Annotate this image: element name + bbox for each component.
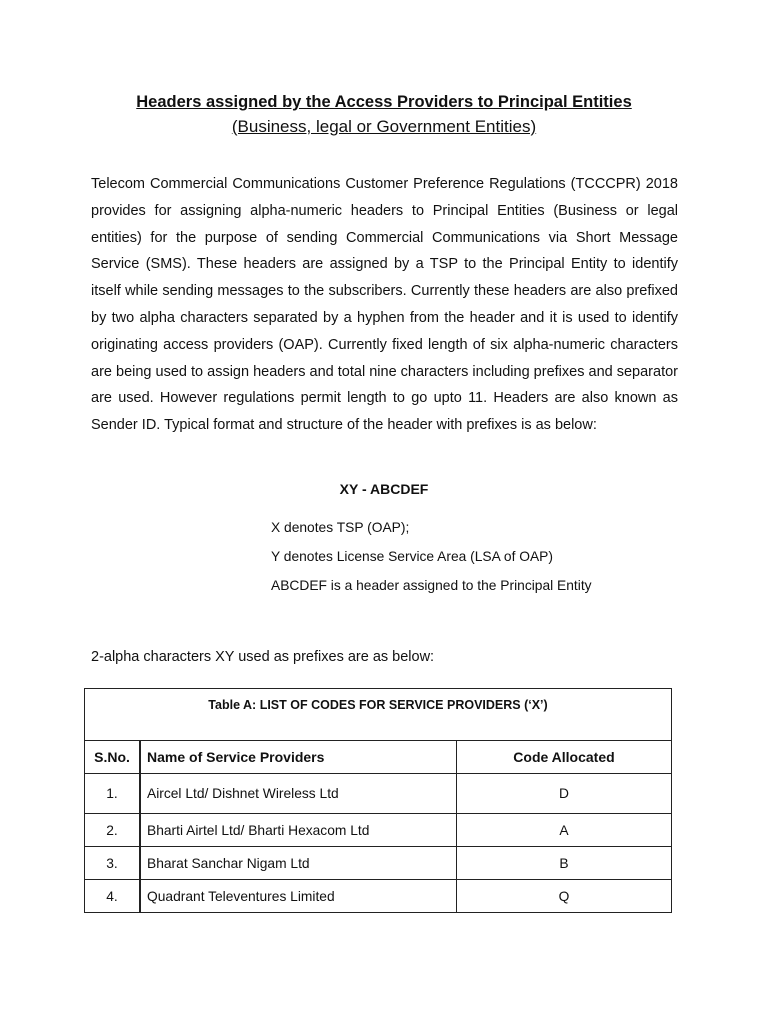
cell-code: D: [457, 774, 672, 814]
format-description-x: X denotes TSP (OAP);: [271, 520, 410, 535]
cell-provider-name: Bharti Airtel Ltd/ Bharti Hexacom Ltd: [140, 814, 457, 847]
column-header-name: Name of Service Providers: [140, 741, 457, 774]
table-row: [85, 774, 672, 814]
page-subtitle: (Business, legal or Government Entities): [231, 117, 537, 136]
page-title: Headers assigned by the Access Providers to Principal Entities: [136, 93, 632, 111]
cell-provider-name: Aircel Ltd/ Dishnet Wireless Ltd: [140, 774, 457, 814]
cell-code: Q: [457, 880, 672, 913]
prefix-intro-text: 2-alpha characters XY used as prefixes are as below:: [91, 649, 435, 665]
format-description-header: ABCDEF is a header assigned to the Principal Entity: [271, 578, 592, 593]
table-row: [85, 814, 672, 847]
service-provider-codes-table: [84, 688, 672, 913]
cell-sno: 3.: [85, 847, 141, 880]
table-caption-row: [85, 689, 672, 741]
header-format-example: XY - ABCDEF: [339, 481, 429, 497]
format-description-y: Y denotes License Service Area (LSA of OAP): [271, 549, 553, 564]
table-caption: Table A: LIST OF CODES FOR SERVICE PROVIDERS (‘X’): [85, 689, 672, 741]
intro-paragraph: Telecom Commercial Communications Customer Preference Regulations (TCCCPR) 2018 provides for assigning alpha-numeric headers to Principal Entities (Business or legal entities) for the purpose of sending Commercial Communications via Short Message Service (SMS). These headers are assigned by a TSP to the Principal Entity to identify itself while sending messages to the subscribers. Currently these headers are also prefixed by two alpha characters separated by a hyphen from the header and it is used to identify originating access providers (OAP). Currently fixed length of six alpha-numeric characters are being used to assign headers and total nine characters including prefixes and separator are used. However regulations permit length to go upto 11. Headers are also known as Sender ID. Typical format and structure of the header with prefixes is as below:: [91, 176, 678, 434]
column-header-code: Code Allocated: [457, 741, 672, 774]
cell-code: A: [457, 814, 672, 847]
table-row: [85, 847, 672, 880]
table-header-row: [85, 741, 672, 774]
table-row: [85, 880, 672, 913]
cell-sno: 4.: [85, 880, 141, 913]
cell-provider-name: Bharat Sanchar Nigam Ltd: [140, 847, 457, 880]
cell-sno: 2.: [85, 814, 141, 847]
column-header-sno: S.No.: [85, 741, 141, 774]
cell-code: B: [457, 847, 672, 880]
cell-provider-name: Quadrant Televentures Limited: [140, 880, 457, 913]
cell-sno: 1.: [85, 774, 141, 814]
